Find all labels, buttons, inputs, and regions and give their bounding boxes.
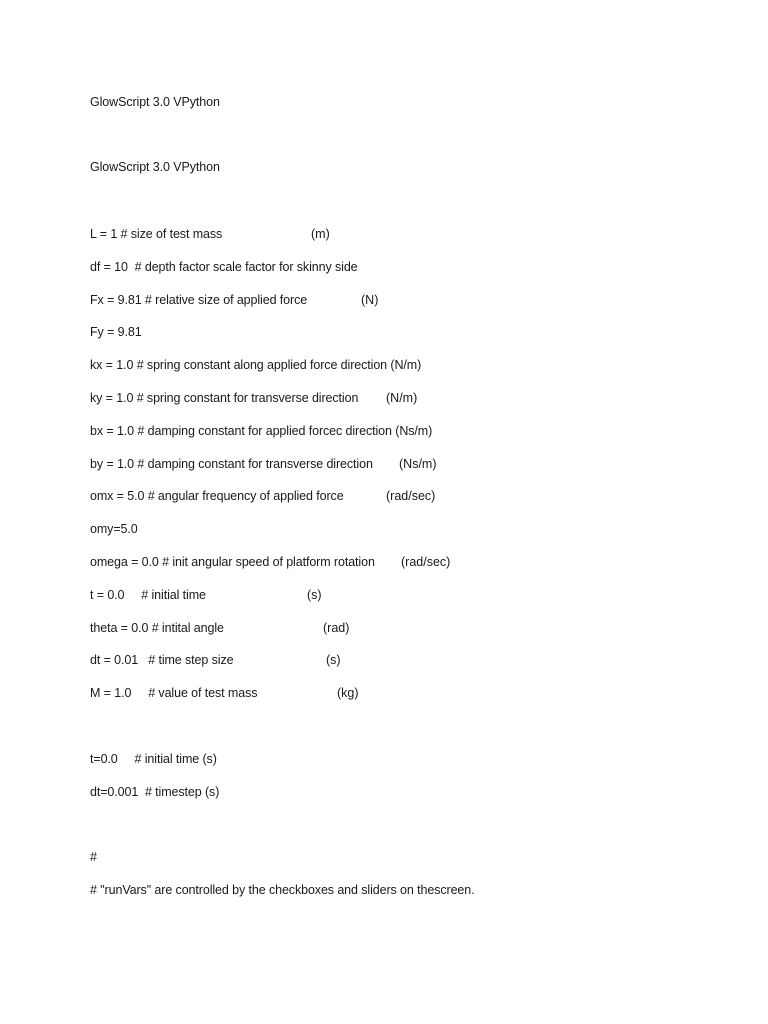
code-line-Fy: Fy = 9.81 [90, 325, 142, 339]
unit-label-t: (s) [307, 588, 322, 602]
comment-hash: # [90, 850, 97, 864]
code-line-ky: ky = 1.0 # spring constant for transverse direction [90, 391, 359, 405]
code-line-omx: omx = 5.0 # angular frequency of applied force [90, 489, 344, 503]
code-line-df: df = 10 # depth factor scale factor for skinny side [90, 260, 358, 274]
code-line-dt: dt = 0.01 # time step size [90, 653, 234, 667]
code-line-time: t=0.0 # initial time (s) [90, 752, 217, 766]
code-line-timestep: dt=0.001 # timestep (s) [90, 785, 220, 799]
code-line-omy: omy=5.0 [90, 522, 138, 536]
code-line-theta: theta = 0.0 # intital angle [90, 621, 224, 635]
code-line-M: M = 1.0 # value of test mass [90, 686, 258, 700]
unit-label-ky: (N/m) [386, 391, 418, 405]
unit-label-Fx: (N) [361, 293, 379, 307]
unit-label-dt: (s) [326, 653, 341, 667]
unit-label-theta: (rad) [323, 621, 350, 635]
code-line-L: L = 1 # size of test mass [90, 227, 223, 241]
unit-label-M: (kg) [337, 686, 359, 700]
unit-label-L: (m) [311, 227, 330, 241]
code-line-by: by = 1.0 # damping constant for transverse direction [90, 457, 373, 471]
header-title-1: GlowScript 3.0 VPython [90, 95, 220, 109]
header-title-2: GlowScript 3.0 VPython [90, 160, 220, 174]
code-line-t: t = 0.0 # initial time [90, 588, 206, 602]
unit-label-omx: (rad/sec) [386, 489, 436, 503]
unit-label-by: (Ns/m) [399, 457, 437, 471]
code-line-omega: omega = 0.0 # init angular speed of platform rotation [90, 555, 375, 569]
comment-runvars: # "runVars" are controlled by the checkboxes and sliders on thescreen. [90, 883, 475, 897]
unit-label-omega: (rad/sec) [401, 555, 451, 569]
code-line-kx: kx = 1.0 # spring constant along applied force direction (N/m) [90, 358, 422, 372]
code-line-Fx: Fx = 9.81 # relative size of applied force [90, 293, 308, 307]
code-line-bx: bx = 1.0 # damping constant for applied forcec direction (Ns/m) [90, 424, 433, 438]
